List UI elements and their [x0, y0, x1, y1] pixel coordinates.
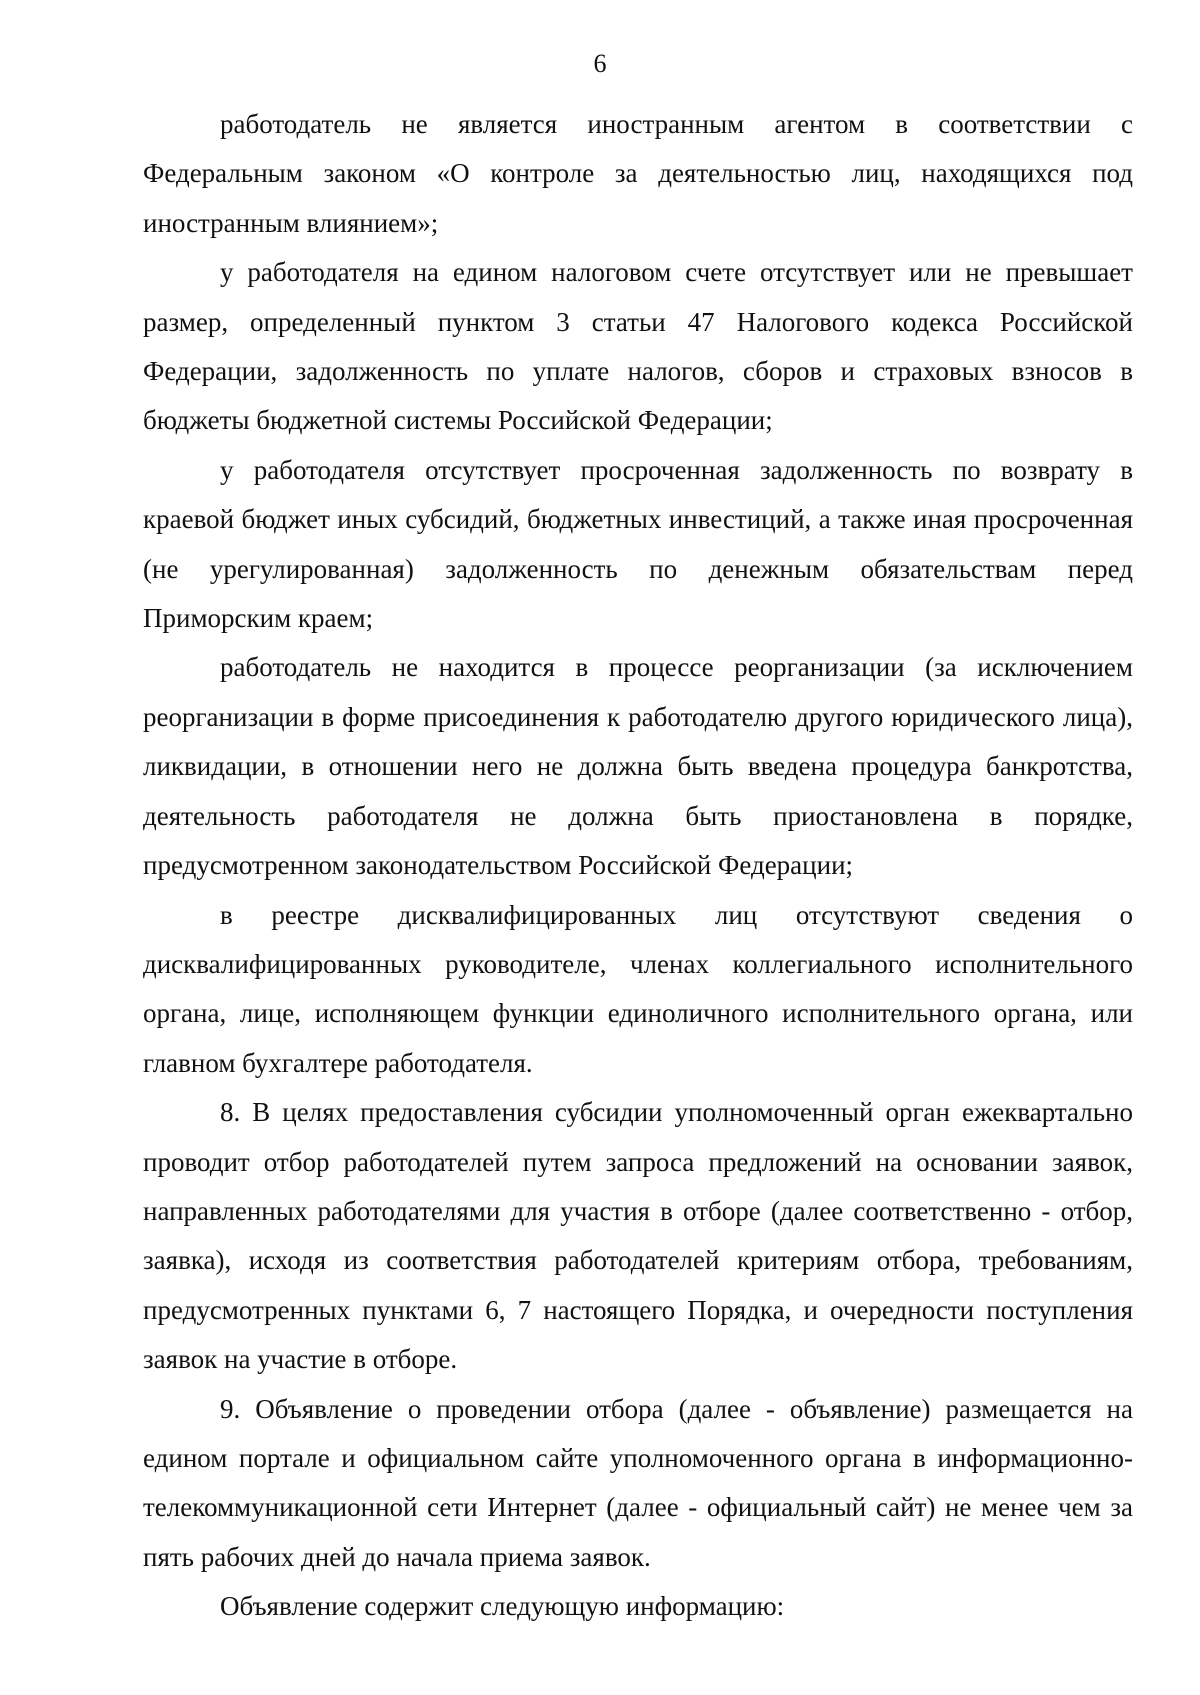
paragraph-foreign-agent: работодатель не является иностранным агентом в соответствии с Федеральным законом «О контроле за деятельностью лиц, находящихся под иностранным влиянием»; — [143, 109, 1133, 238]
paragraph-section-9: 9. Объявление о проведении отбора (далее - объявление) размещается на едином портале и официальном сайте уполномоченного органа в информационно-телекоммуникационной сети Интернет (далее - официальный сайт) не менее чем за пять рабочих дней до начала приема заявок. — [143, 1393, 1133, 1572]
paragraph-disqualified-persons: в реестре дисквалифицированных лиц отсутствуют сведения о дисквалифицированных руководителе, членах коллегиального исполнительного органа, лице, исполняющем функции единоличного исполнительного органа, или главном бухгалтере работодателя. — [143, 899, 1133, 1078]
document-body — [143, 100, 1133, 1632]
paragraph-overdue-debt: у работодателя отсутствует просроченная задолженность по возврату в краевой бюджет иных субсидий, бюджетных инвестиций, а также иная просроченная (не урегулированная) задолженность по денежным обязательствам перед Приморским краем; — [143, 454, 1133, 634]
page-number: 6 — [593, 49, 607, 78]
paragraph-section-8: 8. В целях предоставления субсидии уполномоченный орган ежеквартально проводит отбор работодателей путем запроса предложений на основании заявок, направленных работодателями для участия в отборе (далее соответственно - отбор, заявка), исходя из соответствия работодателей критериям отбора, требованиям, предусмотренных пунктами 6, 7 настоящего Порядка, и очередности поступления заявок на участие в отборе. — [143, 1097, 1133, 1375]
paragraph-reorganization: работодатель не находится в процессе реорганизации (за исключением реорганизации в форме присоединения к работодателю другого юридического лица), ликвидации, в отношении него не должна быть введена процедура банкротства, деятельность работодателя не должна быть приостановлена в порядке, предусмотренном законодательством Российской Федерации; — [143, 652, 1133, 881]
paragraph-tax-debt: у работодателя на едином налоговом счете отсутствует или не превышает размер, определенный пунктом 3 статьи 47 Налогового кодекса Российской Федерации, задолженность по уплате налогов, сборов и страховых взносов в бюджеты бюджетной системы Российской Федерации; — [143, 257, 1133, 436]
paragraph-announcement-contents: Объявление содержит следующую информацию: — [220, 1591, 785, 1622]
